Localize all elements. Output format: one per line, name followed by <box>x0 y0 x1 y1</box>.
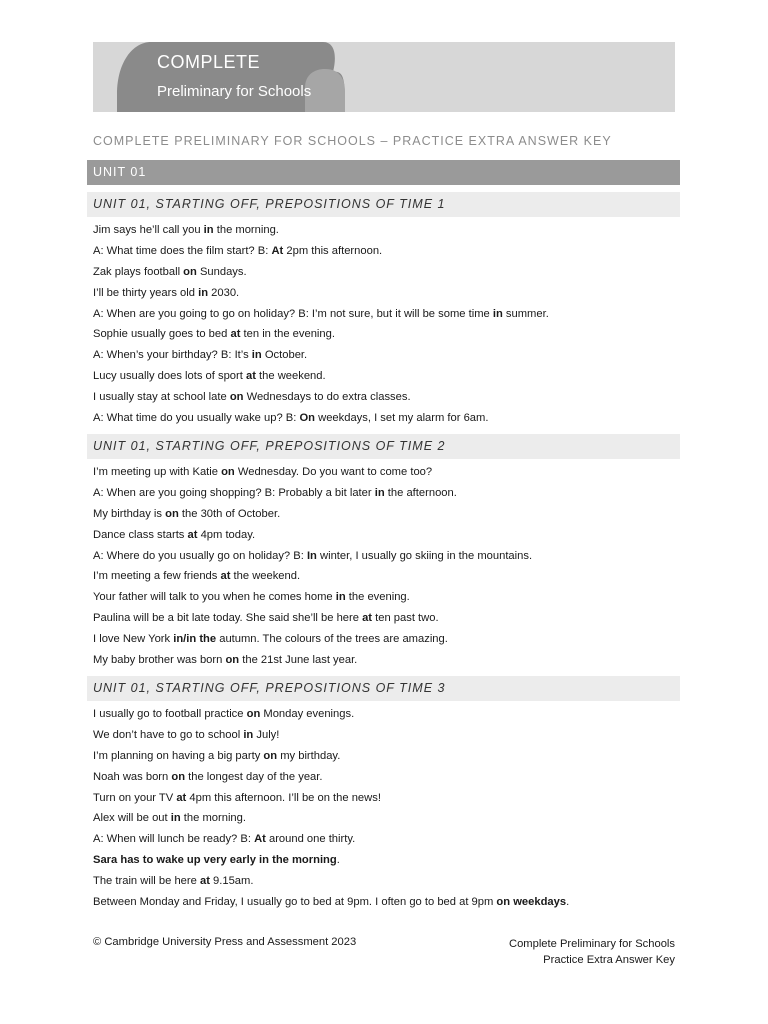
banner-title: COMPLETE <box>157 52 261 72</box>
answer-line <box>93 262 549 283</box>
section-heading-text: UNIT 01, STARTING OFF, PREPOSITIONS OF TIME 3 <box>93 681 446 695</box>
answer-text: ten past two. <box>372 612 439 625</box>
section-lines-3 <box>93 704 569 913</box>
section-heading-1 <box>87 192 680 217</box>
answer-line <box>93 387 549 408</box>
footer-right-line2: Practice Extra Answer Key <box>543 954 675 966</box>
answer-line <box>93 587 532 608</box>
answer-text: We don’t have to go to school <box>93 728 244 741</box>
answer-text: Alex will be out <box>93 812 171 825</box>
section-heading-text: UNIT 01, STARTING OFF, PREPOSITIONS OF TIME 2 <box>93 439 446 453</box>
answer-text: My baby brother was born <box>93 654 226 667</box>
answer-line <box>93 892 569 913</box>
answer-text: Sophie usually goes to bed <box>93 328 231 341</box>
answer-text: I’m meeting up with Katie <box>93 466 222 478</box>
answer-text: Monday evenings. <box>260 708 355 720</box>
answer-bold: on <box>171 770 186 783</box>
answer-bold: on <box>263 749 278 762</box>
answer-text: the afternoon. <box>384 486 457 499</box>
answer-bold: In <box>306 549 317 562</box>
answer-line <box>93 408 549 429</box>
answer-text: A: What time does the film start? B: <box>93 244 272 257</box>
header-banner <box>93 42 675 112</box>
answer-line <box>93 345 549 366</box>
answer-line <box>93 746 569 767</box>
answer-text: The train will be here <box>93 875 200 888</box>
answer-text: I’m planning on having a big party <box>93 749 264 762</box>
answer-line <box>93 829 569 850</box>
answer-line <box>93 850 569 871</box>
answer-text: My birthday is <box>93 507 166 520</box>
answer-bold: in <box>492 307 503 320</box>
answer-text: Your father will talk to you when he comes home <box>93 591 336 604</box>
answer-text: ten in the evening. <box>240 328 335 341</box>
answer-bold: in <box>251 349 262 362</box>
footer-right-line1: Complete Preliminary for Schools <box>508 938 675 950</box>
answer-bold: on weekdays <box>496 896 567 909</box>
section-heading-3 <box>87 676 680 701</box>
answer-bold: on <box>183 265 197 278</box>
answer-text: I love New York <box>93 633 174 646</box>
answer-bold: in <box>203 224 214 236</box>
answer-text: 9.15am. <box>209 875 254 888</box>
answer-bold: On <box>299 412 315 425</box>
answer-text: Paulina will be a bit late today. She said she’ll be here <box>93 612 363 625</box>
answer-text: A: When’s your birthday? B: It’s <box>93 349 252 362</box>
answer-line <box>93 725 569 746</box>
answer-text: the longest day of the year. <box>185 770 323 783</box>
answer-text: A: What time do you usually wake up? B: <box>93 412 300 425</box>
answer-line <box>93 324 549 345</box>
answer-text: A: When are you going shopping? B: Probably a bit later <box>93 486 375 499</box>
section-heading-text: UNIT 01, STARTING OFF, PREPOSITIONS OF TIME 1 <box>93 197 446 211</box>
answer-text: the 30th of October. <box>178 507 281 520</box>
answer-line <box>93 525 532 546</box>
answer-text: Jim says he’ll call you <box>93 224 204 236</box>
answer-text: Between Monday and Friday, I usually go to bed at 9pm. I often go to bed at 9pm <box>93 896 497 909</box>
answer-bold: on <box>221 466 235 478</box>
answer-line <box>93 704 569 725</box>
answer-line <box>93 871 569 892</box>
answer-bold: on <box>165 507 179 520</box>
answer-line <box>93 483 532 504</box>
answer-line <box>93 650 532 671</box>
answer-line <box>93 241 549 262</box>
answer-line <box>93 220 549 241</box>
answer-text: winter, I usually go skiing in the mountains. <box>316 549 533 562</box>
answer-bold: Sara has to wake up very early in the morning <box>93 854 337 867</box>
answer-bold: at <box>176 791 187 804</box>
answer-text: 2030. <box>208 286 240 299</box>
answer-text: July! <box>253 728 280 741</box>
banner-subtitle: Preliminary for Schools <box>157 83 312 100</box>
answer-line <box>93 366 549 387</box>
answer-text: 2pm this afternoon. <box>283 244 383 257</box>
unit-label: UNIT 01 <box>93 165 147 179</box>
document-title: COMPLETE PRELIMINARY FOR SCHOOLS – PRACTICE EXTRA ANSWER KEY <box>93 134 612 148</box>
answer-text: the morning. <box>180 812 246 825</box>
answer-text: Wednesdays to do extra classes. <box>243 391 411 404</box>
answer-line <box>93 566 532 587</box>
answer-bold: at <box>245 370 256 383</box>
answer-text: I usually go to football practice <box>93 708 247 720</box>
answer-text: A: Where do you usually go on holiday? B: <box>93 549 307 562</box>
answer-text: the morning. <box>213 224 279 236</box>
answer-text: A: When are you going to go on holiday? B: I’m not sure, but it will be some time <box>93 307 493 320</box>
answer-bold: in <box>170 812 181 825</box>
answer-text: . <box>566 896 570 909</box>
answer-text: I’m meeting a few friends <box>93 570 221 583</box>
answer-text: Sundays. <box>196 265 247 278</box>
answer-line <box>93 767 569 788</box>
answer-text: Turn on your TV <box>93 791 177 804</box>
answer-text: autumn. The colours of the trees are amazing. <box>216 633 448 646</box>
answer-line <box>93 283 549 304</box>
answer-bold: at <box>362 612 373 625</box>
answer-line <box>93 304 549 325</box>
footer-copyright: © Cambridge University Press and Assessment 2023 <box>93 936 357 948</box>
answer-text: I usually stay at school late <box>93 391 230 404</box>
answer-text: around one thirty. <box>265 833 356 846</box>
answer-text: the evening. <box>345 591 410 604</box>
section-lines-1 <box>93 220 549 429</box>
answer-bold: on <box>225 654 240 667</box>
answer-text: . <box>336 854 340 867</box>
answer-text: summer. <box>502 307 549 320</box>
answer-text: the weekend. <box>255 370 326 383</box>
answer-bold: in <box>243 728 254 741</box>
answer-line <box>93 462 532 483</box>
answer-text: 4pm this afternoon. I’ll be on the news! <box>186 791 381 804</box>
answer-text: Wednesday. Do you want to come too? <box>234 466 433 478</box>
section-heading-2 <box>87 434 680 459</box>
answer-bold: in <box>198 286 209 299</box>
answer-text: Zak plays football <box>93 265 184 278</box>
answer-bold: at <box>220 570 231 583</box>
answer-text: Noah was born <box>93 770 172 783</box>
answer-bold: in <box>374 486 385 499</box>
answer-line <box>93 504 532 525</box>
answer-line <box>93 608 532 629</box>
answer-bold: at <box>187 528 198 541</box>
answer-text: A: When will lunch be ready? B: <box>93 833 255 846</box>
answer-text: weekdays, I set my alarm for 6am. <box>315 412 489 425</box>
answer-bold: on <box>229 391 244 404</box>
unit-bar <box>87 160 680 185</box>
answer-line <box>93 788 569 809</box>
answer-bold: at <box>199 875 210 888</box>
answer-text: the weekend. <box>230 570 301 583</box>
answer-text: Dance class starts <box>93 528 188 541</box>
footer-right <box>509 936 675 968</box>
answer-line <box>93 808 569 829</box>
answer-text: 4pm today. <box>197 528 256 541</box>
answer-bold: At <box>271 244 284 257</box>
answer-bold: at <box>230 328 241 341</box>
answer-bold: on <box>246 708 261 720</box>
answer-bold: in <box>335 591 346 604</box>
answer-text: the 21st June last year. <box>239 654 358 667</box>
answer-text: October. <box>261 349 308 362</box>
answer-line <box>93 629 532 650</box>
answer-bold: in/in the <box>173 633 217 646</box>
answer-text: I’ll be thirty years old <box>93 286 199 299</box>
answer-line <box>93 546 532 567</box>
answer-text: my birthday. <box>277 749 341 762</box>
answer-text: Lucy usually does lots of sport <box>93 370 246 383</box>
answer-bold: At <box>254 833 266 846</box>
section-lines-2 <box>93 462 532 671</box>
